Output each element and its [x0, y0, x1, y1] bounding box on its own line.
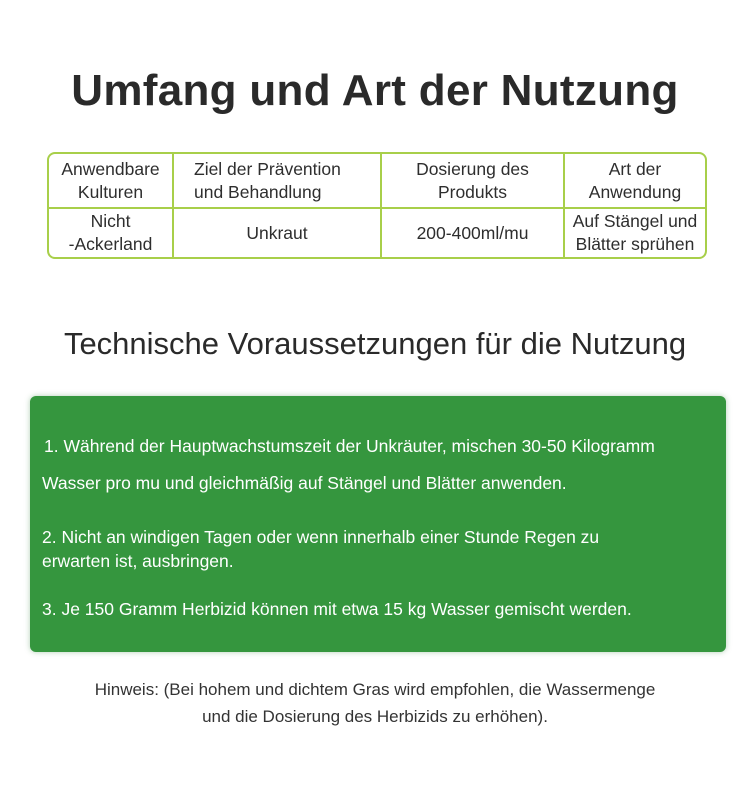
requirement-item-3: [42, 597, 712, 621]
table-header-target: Ziel der Prävention und Behandlung: [174, 154, 382, 209]
requirement-item-2-line2: erwarten ist, ausbringen.: [42, 551, 234, 571]
hint-note: [0, 676, 750, 730]
requirement-item-1-line2: Wasser pro mu und gleichmäßig auf Stängel und Blätter anwenden.: [42, 473, 567, 493]
requirement-item-2: [42, 525, 712, 573]
hint-note-line1: Hinweis: (Bei hohem und dichtem Gras wird empfohlen, die Wassermenge: [94, 680, 656, 699]
requirements-box: [30, 396, 726, 652]
table-cell-crops: Nicht -Ackerland: [49, 209, 174, 257]
requirement-item-2-line1: 2. Nicht an windigen Tagen oder wenn innerhalb einer Stunde Regen zu: [42, 527, 600, 547]
table-cell-target: Unkraut: [174, 209, 382, 257]
table-header-application: Art der Anwendung: [565, 154, 705, 209]
requirement-item-3-line1: 3. Je 150 Gramm Herbizid können mit etwa 15 kg Wasser gemischt werden.: [42, 599, 632, 619]
page-title: Umfang und Art der Nutzung: [71, 66, 679, 115]
requirement-item-1: [42, 434, 712, 495]
table-cell-application: Auf Stängel und Blätter sprühen: [572, 211, 698, 254]
table-header-crops: Anwendbare Kulturen: [49, 154, 174, 209]
hint-note-line2: und die Dosierung des Herbizids zu erhöhen).: [202, 707, 548, 726]
table-cell-dosage: 200-400ml/mu: [382, 209, 565, 257]
usage-table: [47, 152, 707, 259]
requirement-item-1-line1: 1. Während der Hauptwachstumszeit der Unkräuter, mischen 30-50 Kilogramm: [44, 436, 655, 456]
table-header-dosage: Dosierung des Produkts: [382, 154, 565, 209]
section-subtitle: Technische Voraussetzungen für die Nutzung: [63, 326, 687, 361]
